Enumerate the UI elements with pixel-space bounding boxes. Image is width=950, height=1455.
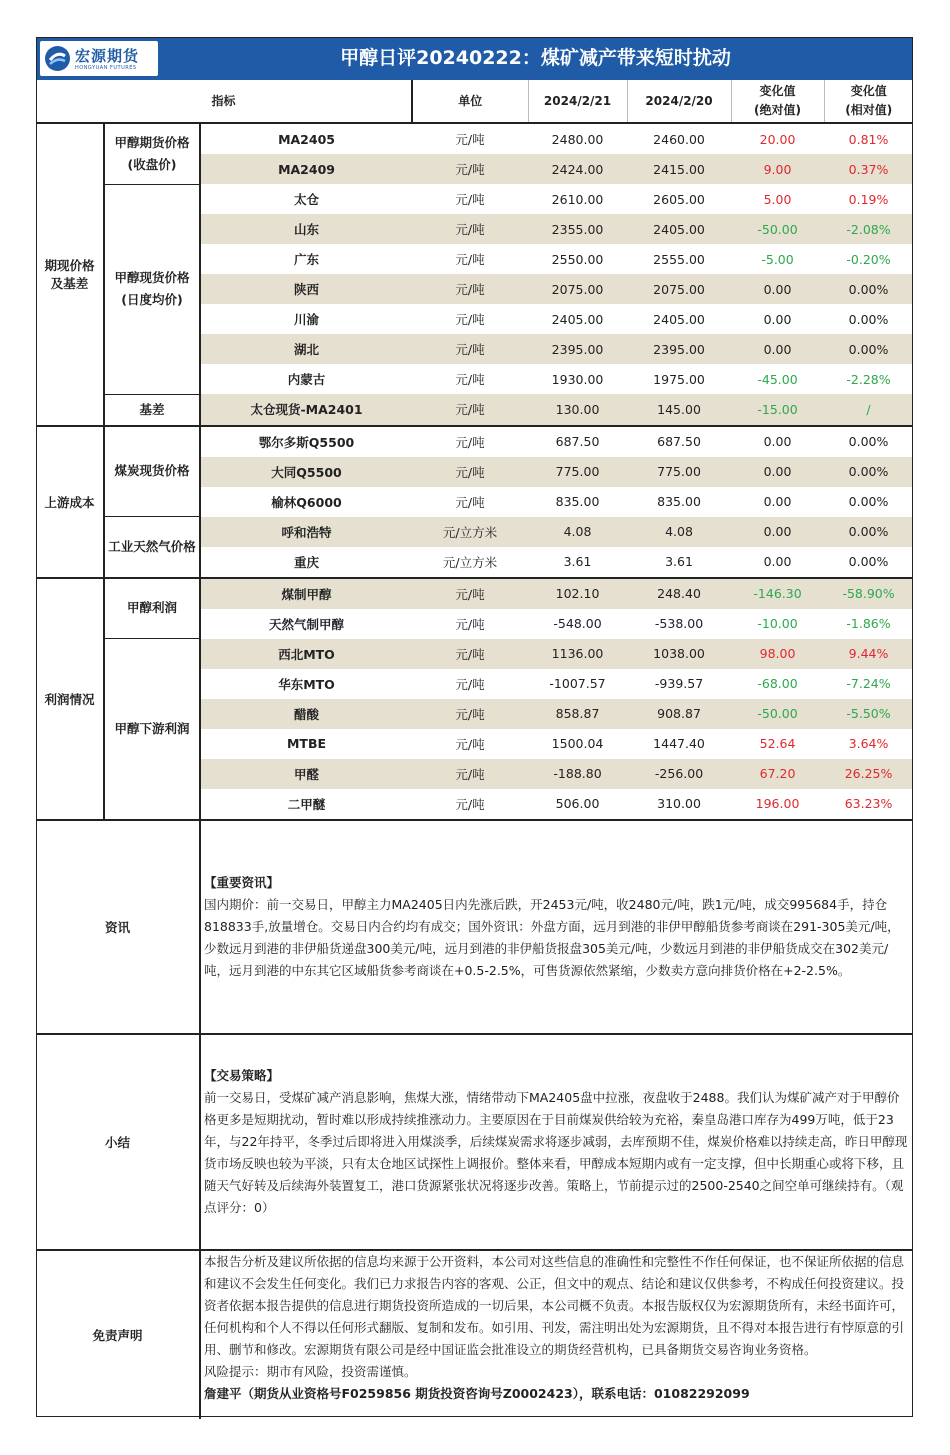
cell-indicator: MTBE [200,729,412,759]
cell-abs-change: -5.00 [731,244,824,274]
cell-unit: 元/吨 [412,304,528,334]
cell-date1-value: 1136.00 [528,639,627,669]
cell-date1-value: 2610.00 [528,184,627,214]
cell-rel-change: 3.64% [824,729,913,759]
cell-abs-change: 0.00 [731,334,824,364]
subcategory-spot-price-line2: (日度均价) [121,292,183,307]
news-row [36,821,913,1034]
cell-abs-change: 196.00 [731,789,824,820]
cell-date2-value: 2075.00 [627,274,731,304]
logo-english-name: HONGYUAN FUTURES [75,65,137,71]
cell-indicator: 鄂尔多斯Q5500 [200,426,412,457]
cell-date2-value: 248.40 [627,578,731,609]
category-futures-spot-line2: 及基差 [50,276,89,292]
cell-date1-value: 2480.00 [528,123,627,154]
cell-unit: 元/吨 [412,184,528,214]
cell-rel-change: 0.00% [824,457,913,487]
cell-date1-value: 2424.00 [528,154,627,184]
news-heading: 【重要资讯】 [204,874,280,890]
cell-abs-change: 0.00 [731,426,824,457]
table-row [36,639,913,669]
cell-date2-value: 835.00 [627,487,731,517]
column-header-rel-change [824,80,913,123]
news-body [200,821,913,1034]
abs-change-line2: (绝对值) [754,103,802,117]
subcategory-futures-price-line2: (收盘价) [127,156,177,172]
cell-date1-value: 2405.00 [528,304,627,334]
cell-rel-change: -1.86% [824,609,913,639]
cell-unit: 元/吨 [412,457,528,487]
cell-date1-value: 2550.00 [528,244,627,274]
cell-date1-value: 102.10 [528,578,627,609]
disclaimer-text: 本报告分析及建议所依据的信息均来源于公开资料，本公司对这些信息的准确性和完整性不作任何保证，也不保证所依据的信息和建议不会发生任何变化。我们已力求报告内容的客观、公正，但文中的观点、结论和建议仅供参考，不构成任何投资建议。投资者依据本报告提供的信息进行期货投资所造成的一切后果，本公司概不负责。本报告版权仅为宏源期货所有，未经书面许可，任何机构和个人不得以任何形式翻版、复制和发布。如引用、刊发，需注明出处为宏源期货，且不得对本报告进行有悖原意的引用、删节和修改。宏源期货有限公司是经中国证监会批准设立的期货经营机构，已具备期货交易咨询业务资格。 [204,1253,905,1357]
subcategory-downstream-profit: 甲醇下游利润 [104,639,200,820]
cell-abs-change: 0.00 [731,304,824,334]
cell-rel-change: 0.00% [824,517,913,547]
cell-rel-change: 0.19% [824,184,913,214]
report-title: 甲醇日评20240222：煤矿减产带来短时扰动 [340,47,731,69]
cell-rel-change: 0.00% [824,274,913,304]
subcategory-spot-price [104,184,200,394]
cell-indicator: 榆林Q6000 [200,487,412,517]
cell-unit: 元/吨 [412,154,528,184]
cell-rel-change: -2.28% [824,364,913,394]
cell-abs-change: 9.00 [731,154,824,184]
cell-rel-change: 0.00% [824,304,913,334]
cell-rel-change: -58.90% [824,578,913,609]
cell-date2-value: 1447.40 [627,729,731,759]
cell-date2-value: 2415.00 [627,154,731,184]
cell-date1-value: 2355.00 [528,214,627,244]
summary-row [36,1034,913,1250]
cell-abs-change: 0.00 [731,457,824,487]
table-row [36,517,913,547]
cell-abs-change: -10.00 [731,609,824,639]
risk-warning: 风险提示：期市有风险，投资需谨慎。 [204,1363,417,1379]
cell-date1-value: -548.00 [528,609,627,639]
rel-change-line2: (相对值) [845,103,893,117]
cell-rel-change: 0.00% [824,334,913,364]
cell-rel-change: 0.00% [824,487,913,517]
table-row [36,426,913,457]
abs-change-line1: 变化值 [759,84,796,98]
cell-unit: 元/吨 [412,214,528,244]
cell-indicator: 呼和浩特 [200,517,412,547]
subcategory-methanol-profit: 甲醇利润 [104,578,200,639]
cell-abs-change: -15.00 [731,394,824,426]
cell-unit: 元/吨 [412,426,528,457]
report-sheet [36,37,913,1419]
cell-rel-change: 63.23% [824,789,913,820]
cell-abs-change: 98.00 [731,639,824,669]
cell-indicator: 醋酸 [200,699,412,729]
cell-unit: 元/吨 [412,487,528,517]
cell-date2-value: -538.00 [627,609,731,639]
cell-rel-change: 0.00% [824,547,913,578]
cell-indicator: 天然气制甲醇 [200,609,412,639]
cell-date1-value: 4.08 [528,517,627,547]
cell-rel-change: / [824,394,913,426]
cell-date1-value: 1500.04 [528,729,627,759]
summary-body [200,1034,913,1250]
cell-abs-change: 5.00 [731,184,824,214]
cell-abs-change: -146.30 [731,578,824,609]
summary-heading: 【交易策略】 [204,1067,280,1083]
subcategory-futures-price-line1: 甲醇期货价格 [114,134,190,150]
subcategory-spot-price-line1: 甲醇现货价格 [114,270,190,285]
category-upstream: 上游成本 [36,426,104,578]
cell-abs-change: -68.00 [731,669,824,699]
cell-unit: 元/吨 [412,364,528,394]
cell-date1-value: 2075.00 [528,274,627,304]
cell-abs-change: 0.00 [731,517,824,547]
cell-date2-value: 908.87 [627,699,731,729]
cell-indicator: 湖北 [200,334,412,364]
category-profit: 利润情况 [36,578,104,820]
cell-date2-value: 775.00 [627,457,731,487]
analyst-contact: 詹建平（期货从业资格号F0259856 期货投资咨询号Z0002423），联系电话：01082292099 [204,1385,750,1401]
cell-rel-change: 0.00% [824,426,913,457]
cell-date2-value: 2395.00 [627,334,731,364]
news-label: 资讯 [36,821,200,1034]
disclaimer-body [200,1250,913,1419]
cell-unit: 元/吨 [412,244,528,274]
subcategory-gas-price: 工业天然气价格 [104,517,200,578]
cell-unit: 元/吨 [412,334,528,364]
cell-date2-value: 2405.00 [627,304,731,334]
cell-unit: 元/吨 [412,394,528,426]
cell-date2-value: 1975.00 [627,364,731,394]
cell-indicator: 重庆 [200,547,412,578]
cell-unit: 元/吨 [412,123,528,154]
cell-abs-change: 52.64 [731,729,824,759]
cell-rel-change: -7.24% [824,669,913,699]
table-row [36,578,913,609]
cell-rel-change: 0.37% [824,154,913,184]
cell-abs-change: 0.00 [731,274,824,304]
rel-change-line1: 变化值 [850,84,887,98]
data-table [36,80,913,821]
cell-indicator: 二甲醚 [200,789,412,820]
category-futures-spot [36,123,104,426]
cell-date2-value: -939.57 [627,669,731,699]
report-header [36,37,913,80]
table-row [36,394,913,426]
cell-unit: 元/吨 [412,609,528,639]
subcategory-basis: 基差 [104,394,200,426]
cell-indicator: 内蒙古 [200,364,412,394]
cell-indicator: 西北MTO [200,639,412,669]
cell-indicator: 陕西 [200,274,412,304]
cell-indicator: 大同Q5500 [200,457,412,487]
cell-indicator: 广东 [200,244,412,274]
category-futures-spot-line1: 期现价格 [44,258,95,274]
table-row [36,184,913,214]
commentary-table [36,821,913,1419]
column-header-date2: 2024/2/20 [627,80,731,123]
cell-rel-change: -5.50% [824,699,913,729]
cell-date2-value: 2405.00 [627,214,731,244]
cell-abs-change: -50.00 [731,214,824,244]
cell-unit: 元/立方米 [412,547,528,578]
cell-date1-value: 775.00 [528,457,627,487]
cell-abs-change: 20.00 [731,123,824,154]
cell-date1-value: 687.50 [528,426,627,457]
column-header-unit: 单位 [412,80,528,123]
cell-date2-value: 2555.00 [627,244,731,274]
cell-date2-value: 145.00 [627,394,731,426]
subcategory-coal-spot: 煤炭现货价格 [104,426,200,517]
cell-date1-value: -1007.57 [528,669,627,699]
cell-rel-change: 9.44% [824,639,913,669]
disclaimer-row [36,1250,913,1419]
cell-indicator: 太仓现货-MA2401 [200,394,412,426]
cell-unit: 元/吨 [412,699,528,729]
cell-indicator: MA2409 [200,154,412,184]
table-row [36,123,913,154]
cell-unit: 元/吨 [412,729,528,759]
cell-date2-value: 1038.00 [627,639,731,669]
column-header-indicator: 指标 [36,80,412,123]
cell-date2-value: 3.61 [627,547,731,578]
cell-unit: 元/吨 [412,639,528,669]
cell-rel-change: -2.08% [824,214,913,244]
cell-abs-change: 0.00 [731,547,824,578]
summary-label: 小结 [36,1034,200,1250]
cell-unit: 元/吨 [412,759,528,789]
cell-date2-value: 310.00 [627,789,731,820]
cell-indicator: 川渝 [200,304,412,334]
disclaimer-label: 免责声明 [36,1250,200,1419]
cell-abs-change: 0.00 [731,487,824,517]
cell-unit: 元/吨 [412,274,528,304]
cell-date2-value: -256.00 [627,759,731,789]
cell-date2-value: 2605.00 [627,184,731,214]
cell-indicator: MA2405 [200,123,412,154]
column-header-date1: 2024/2/21 [528,80,627,123]
cell-date1-value: 2395.00 [528,334,627,364]
cell-date1-value: 835.00 [528,487,627,517]
cell-indicator: 太仓 [200,184,412,214]
cell-date1-value: 858.87 [528,699,627,729]
subcategory-futures-price [104,123,200,184]
logo-emblem-icon [44,45,71,72]
cell-abs-change: -45.00 [731,364,824,394]
cell-date2-value: 4.08 [627,517,731,547]
summary-text: 前一交易日，受煤矿减产消息影响，焦煤大涨，情绪带动下MA2405盘中拉涨，夜盘收于2488。我们认为煤矿减产对于甲醇价格更多是短期扰动，暂时难以形成持续推涨动力。主要原因在于目前煤炭供给较为充裕，秦皇岛港口库存为499万吨，低于23年，与22年持平，冬季过后即将进入用煤淡季，后续煤炭需求将逐步减弱，去库预期不佳，煤炭价格难以持续走高，昨日甲醇现货市场反映也较为平淡，只有太仓地区试探性上调报价。整体来看，甲醇成本短期内或有一定支撑，但中长期重心或将下移，且随天气好转及后续海外装置复工，港口货源紧张状况将逐步改善。策略上，节前提示过的2500-2540之间空单可继续持有。（观点评分：0） [204,1089,908,1215]
column-header-row [36,80,913,123]
cell-indicator: 煤制甲醇 [200,578,412,609]
cell-unit: 元/立方米 [412,517,528,547]
cell-indicator: 山东 [200,214,412,244]
cell-abs-change: 67.20 [731,759,824,789]
cell-rel-change: -0.20% [824,244,913,274]
cell-rel-change: 0.81% [824,123,913,154]
cell-date1-value: 506.00 [528,789,627,820]
column-header-abs-change [731,80,824,123]
cell-rel-change: 26.25% [824,759,913,789]
cell-date1-value: 1930.00 [528,364,627,394]
cell-date1-value: 130.00 [528,394,627,426]
cell-indicator: 华东MTO [200,669,412,699]
company-logo [40,41,158,76]
news-text: 国内期价：前一交易日，甲醇主力MA2405日内先涨后跌，开2453元/吨，收2480元/吨，跌1元/吨，成交995684手，持仓818833手,放量增仓。交易日内合约均有成交；国外资讯：外盘方面，远月到港的非伊甲醇船货参考商谈在291-305美元/吨，少数远月到港的非伊船货递盘300美元/吨，远月到港的非伊船货报盘305美元/吨，少数远月到港的非伊船货成交在302美元/吨，远月到港的中东其它区域船货参考商谈在+0.5-2.5%，可售货源依然紧缩，少数卖方意向排货价格在+2-2.5%。 [204,896,900,978]
logo-chinese-name: 宏源期货 [75,47,140,65]
cell-unit: 元/吨 [412,789,528,820]
cell-unit: 元/吨 [412,578,528,609]
cell-date1-value: 3.61 [528,547,627,578]
cell-unit: 元/吨 [412,669,528,699]
cell-date1-value: -188.80 [528,759,627,789]
cell-indicator: 甲醛 [200,759,412,789]
cell-abs-change: -50.00 [731,699,824,729]
cell-date2-value: 2460.00 [627,123,731,154]
cell-date2-value: 687.50 [627,426,731,457]
